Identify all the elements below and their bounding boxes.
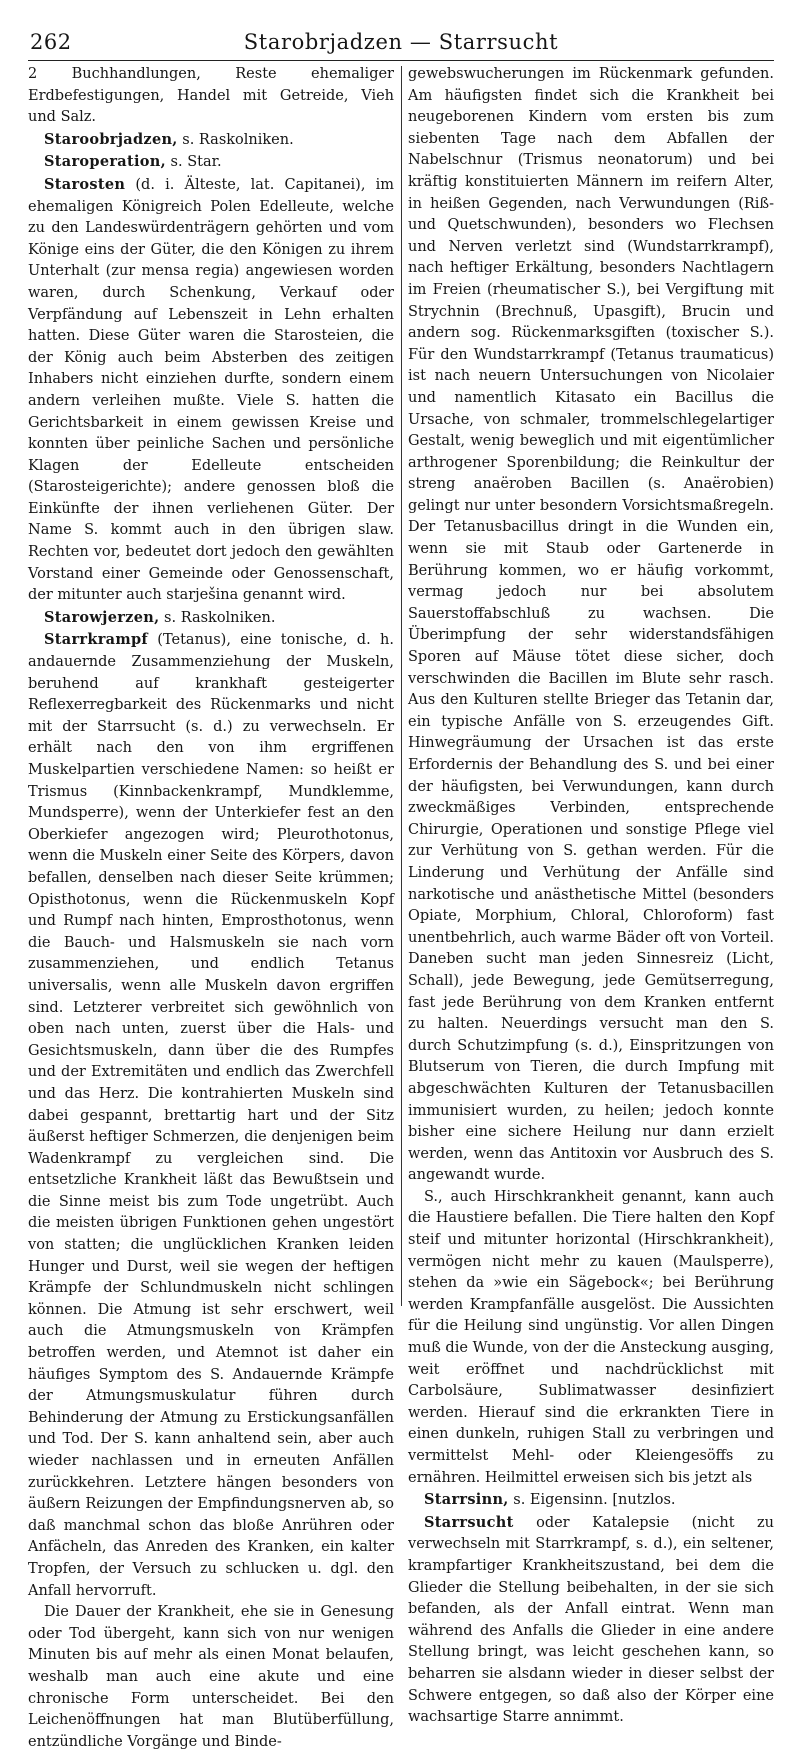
dictionary-entry [408, 1489, 774, 1512]
entry-text: gewebswucherungen im Rückenmark gefunden. Am häufigsten findet sich die Krankheit bei neugeborenen Kindern vom ersten bis zum siebenten Tage nach dem Abfallen der Nabelschnur (Trismus neonatorum) und bei kräftig konstituierten Männern im reifern Alter, in heißen Gegenden, nach Verwundungen (Riß- und Quetschwunden), besonders wo Flechsen und Nerven verletzt sind (Wundstarrkrampf), nach heftiger Erkältung, besonders Nachtlagern im Freien (rheumatischer S.), bei Vergiftung mit Strychnin (Brechnuß, Upasgift), Brucin und andern sog. Rückenmarksgiften (toxischer S.). Für den Wundstarrkrampf (Tetanus traumaticus) ist nach neuern Untersuchungen von Nicolaier und namentlich Kitasato ein Bacillus die Ursache, von schmaler, trommelschlegelartiger Gestalt, wenig beweglich und mit eigentümlicher arthrogener Sporenbildung; die Reinkultur der streng anaëroben Bacillen (s. Anaërobien) gelingt nur unter besondern Vorsichtsmaßregeln. Der Tetanusbacillus dringt in die Wunden ein, wenn sie mit Staub oder Gartenerde in Berührung kommen, wo er häufig vorkommt, vermag jedoch nur bei absolutem Sauerstoffabschluß zu wachsen. Die Überimpfung der sehr widerstandsfähigen Sporen auf Mäuse tötet diese sicher, doch verschwinden die Bacillen im Blute sehr rasch. Aus den Kulturen stellte Brieger das Tetanin dar, ein typische Anfälle von S. erzeugendes Gift. Hinwegräumung der Ursachen ist das erste Erfordernis der Behandlung des S. und bei einer der häufigsten, bei Verwundungen, kann durch zweckmäßiges Verbinden, entsprechende Chirurgie, Operationen und sonstige Pflege viel zur Verhütung von S. gethan werden. Für die Linderung und Verhütung der Anfälle sind narkotische und anästhetische Mittel (besonders Opiate, Morphium, Chloral, Chloroform) fast unentbehrlich, auch warme Bäder oft von Vorteil. Daneben sucht man jeden Sinnesreiz (Licht, Schall), jede Bewegung, jede Gemütserregung, fast jede Berührung von dem Kranken entfernt zu halten. Neuerdings versucht man den S. durch Schutzimpfung (s. d.), Einspritzungen von Blutserum von Tieren, die durch Impfung mit abgeschwächten Kulturen der Tetanusbacillen immunisiert wurden, zu heilen; jedoch konnte bisher eine sichere Heilung nur dann erzielt werden, wenn das Antitoxin vor Ausbruch des S. angewandt wurde. [408, 66, 774, 1184]
entry-headword: Starosten [44, 175, 126, 193]
entry-text: (Tetanus), eine tonische, d. h. andauernde Zusammenziehung der Muskeln, beruhend auf krankhaft gesteigerter Reflexerregbarkeit des Rückenmarks und nicht mit der Starrsucht (s. d.) zu verwechseln. Er erhält nach den von ihm ergriffenen Muskelpartien verschiedene Namen: so heißt er Trismus (Kinnbackenkrampf, Mundklemme, Mundsperre), wenn der Unterkiefer fest an den Oberkiefer angezogen wird; Pleurothotonus, wenn die Muskeln einer Seite des Körpers, davon befallen, denselben nach dieser Seite krümmen; Opisthotonus, wenn die Rückenmuskeln Kopf und Rumpf nach hinten, Emprosthotonus, wenn die Bauch- und Halsmuskeln sie nach vorn zusammenziehen, und endlich Tetanus universalis, wenn alle Muskeln davon ergriffen sind. Letzterer verbreitet sich gewöhnlich von oben nach unten, zuerst über die Hals- und Gesichtsmuskeln, dann über die des Rumpfes und der Extremitäten und endlich das Zwerchfell und das Herz. Die kontrahierten Muskeln sind dabei gespannt, brettartig hart und der Sitz äußerst heftiger Schmerzen, die denjenigen beim Wadenkrampf zu vergleichen sind. Die entsetzliche Krankheit läßt das Bewußtsein und die Sinne meist bis zum Tode ungetrübt. Auch die meisten übrigen Funktionen gehen ungestört von statten; die unglücklichen Kranken leiden Hunger und Durst, weil sie wegen der heftigen Krämpfe der Schlundmuskeln nicht schlingen können. Die Atmung ist sehr erschwert, weil auch die Atmungsmuskeln von Krämpfen betroffen werden, und Atemnot ist daher ein häufiges Symptom des S. Andauernde Krämpfe der Atmungsmuskulatur führen durch Behinderung der Atmung zu Erstickungsanfällen und Tod. Der S. kann anhaltend sein, aber auch wieder nachlassen und in erneuten Anfällen zurückkehren. Letztere hängen besonders von äußern Reizungen der Empfindungsnerven ab, so daß manchmal schon das bloße Anrühren oder Anfächeln, das Anreden des Kranken, ein kalter Tropfen, der Versuch zu schlucken u. dgl. den Anfall hervorruft. [28, 632, 394, 1599]
dictionary-entry [28, 607, 394, 630]
dictionary-entry [28, 129, 394, 152]
entry-headword: Staroobrjadzen, [44, 130, 178, 148]
entry-headword: Starrkrampf [44, 631, 148, 649]
entry-text: s. Raskolniken. [177, 131, 294, 148]
two-column-body [28, 64, 774, 1753]
entry-paragraph [408, 64, 774, 1187]
page-number: 262 [30, 30, 72, 54]
entry-paragraph [408, 1187, 774, 1489]
entry-headword: Staroperation, [44, 153, 166, 171]
dictionary-entry [28, 629, 394, 1602]
entry-text: s. Raskolniken. [159, 609, 276, 626]
right-column [408, 64, 774, 1753]
entry-text: oder Katalepsie (nicht zu verwechseln mit Starrkrampf, s. d.), ein seltener, krampfartiger Krankheitszustand, bei dem die Glieder die Stellung beibehalten, in der sie sich befanden, als der Anfall eintrat. Wenn man während des Anfalls die Glieder in eine andere Stellung bringt, was leicht geschehen kann, so beharren sie alsdann wieder in dieser selbst der Schwere entgegen, so daß also der Körper eine wachsartige Starre annimmt. [408, 1514, 774, 1726]
dictionary-entry [408, 1512, 774, 1729]
page-header [28, 26, 774, 61]
entry-text: s. Eigensinn. [nutzlos. [508, 1492, 676, 1509]
entry-headword: Starrsinn, [424, 1491, 509, 1509]
dictionary-entry [28, 174, 394, 607]
running-head: Starobrjadzen — Starrsucht [243, 30, 559, 54]
entry-paragraph [28, 1602, 394, 1753]
left-column [28, 64, 394, 1753]
column-divider [401, 66, 402, 1306]
entry-text: 2 Buchhandlungen, Reste ehemaliger Erdbefestigungen, Handel mit Getreide, Vieh und Salz. [28, 66, 394, 126]
dictionary-entry [28, 151, 394, 174]
entry-text: Die Dauer der Krankheit, ehe sie in Genesung oder Tod übergeht, kann sich von nur wenigen Minuten bis auf mehr als einen Monat belaufen, weshalb man auch eine akute und eine chronische Form unterscheidet. Bei den Leichenöffnungen hat man Blutüberfüllung, entzündliche Vorgänge und Binde- [28, 1604, 394, 1750]
entry-headword: Starrsucht [424, 1513, 514, 1531]
entry-paragraph [28, 64, 394, 129]
entry-text: s. Star. [165, 154, 222, 171]
entry-text: (d. i. Älteste, lat. Capitanei), im ehemaligen Königreich Polen Edelleute, welche zu den Landeswürdenträgern gehörten und vom Könige eins der Güter, die den Königen zu ihrem Unterhalt (zur mensa regia) angewiesen worden waren, durch Schenkung, Verkauf oder Verpfändung auf Lebenszeit in Lehn erhalten hatten. Diese Güter waren die Starosteien, die der König auch beim Absterben des zeitigen Inhabers nicht einziehen durfte, sondern einem andern verleihen mußte. Viele S. hatten die Gerichtsbarkeit in einem gewissen Kreise und konnten über peinliche Sachen und persönliche Klagen der Edelleute entscheiden (Starosteigerichte); andere genossen bloß die Einkünfte der ihnen verliehenen Güter. Der Name S. kommt auch in den übrigen slaw. Rechten vor, bedeutet dort jedoch den gewählten Vorstand einer Gemeinde oder Genossenschaft, der mitunter auch starješina genannt wird. [28, 176, 394, 604]
entry-text: S., auch Hirschkrankheit genannt, kann auch die Haustiere befallen. Die Tiere halten den Kopf steif und mitunter horizontal (Hirschkrankheit), vermögen nicht mehr zu kauen (Maulsperre), stehen da »wie ein Sägebock«; bei Berührung werden Krampfanfälle ausgelöst. Die Aussichten für die Heilung sind ungünstig. Vor allen Dingen muß die Wunde, von der die Ansteckung ausging, weit eröffnet und nachdrücklichst mit Carbolsäure, Sublimatwasser desinfiziert werden. Hierauf sind die erkrankten Tiere in einen dunkeln, ruhigen Stall zu verbringen und vermittelst Mehl- oder Kleiengesöffs zu ernähren. Heilmittel erweisen sich bis jetzt als [408, 1188, 774, 1486]
entry-headword: Starowjerzen, [44, 608, 160, 626]
